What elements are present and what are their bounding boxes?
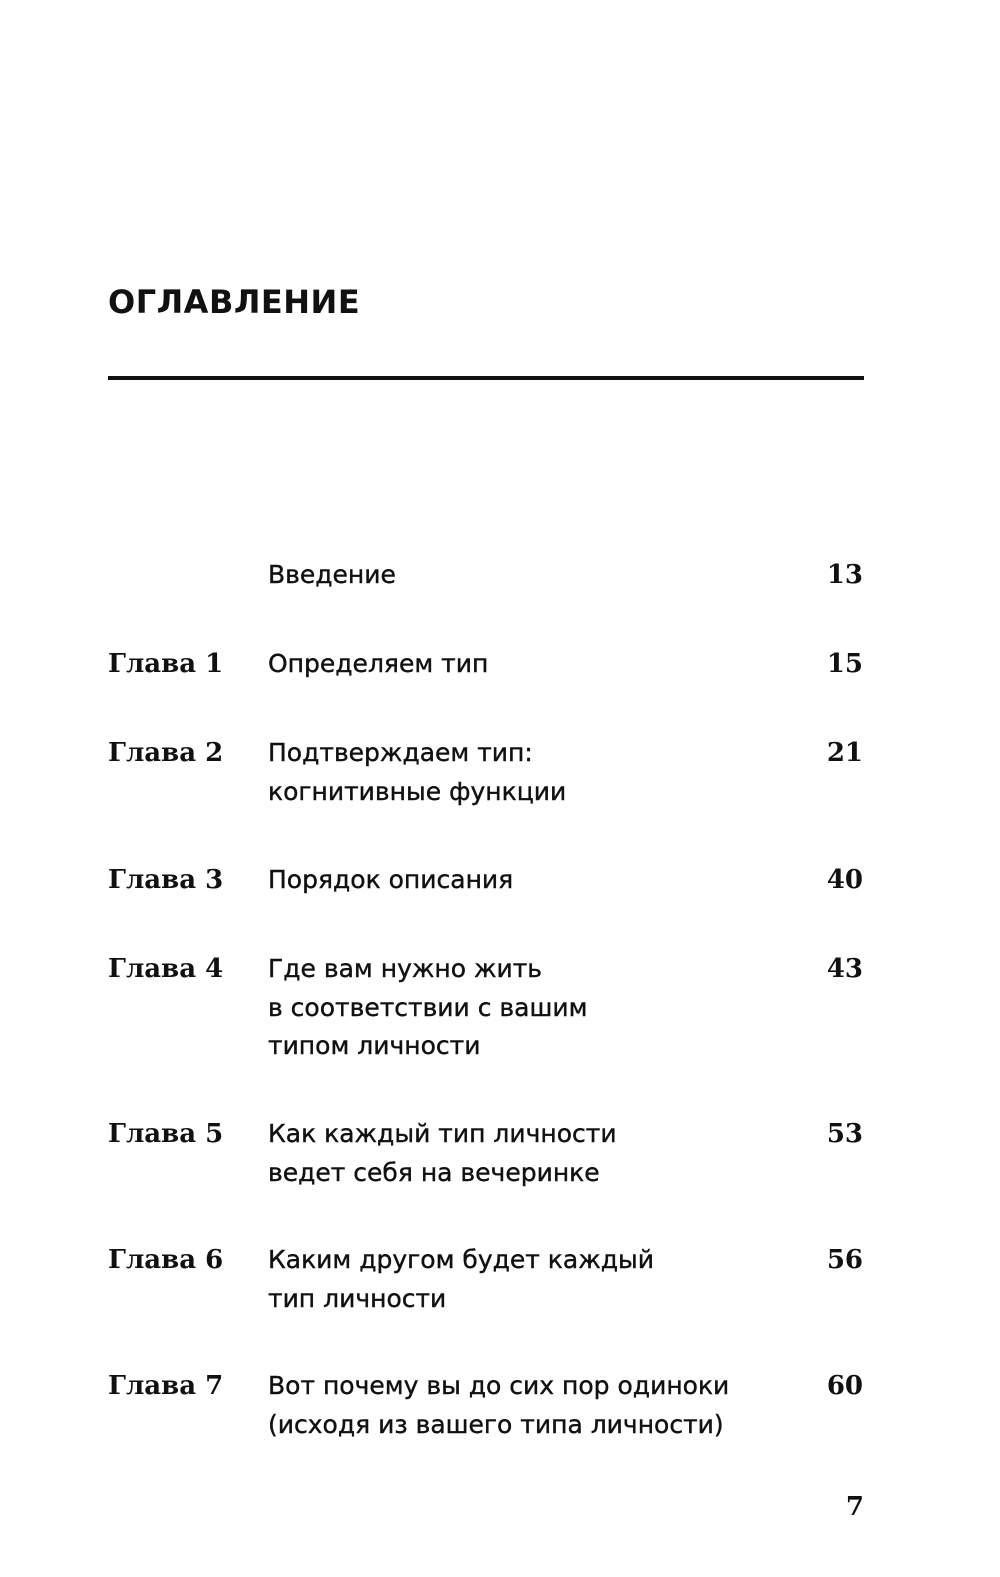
toc-title-line: Вот почему вы до сих пор одиноки bbox=[268, 1371, 730, 1400]
toc-entry-title bbox=[268, 1241, 788, 1318]
toc-page-number: 15 bbox=[826, 649, 863, 679]
toc-title-line: Где вам нужно жить bbox=[268, 954, 543, 983]
toc-title-line: Как каждый тип личности bbox=[268, 1119, 617, 1148]
page-title: ОГЛАВЛЕНИЕ bbox=[108, 283, 361, 321]
toc-title-line: в соответствии с вашим bbox=[268, 992, 588, 1022]
toc-page-number: 21 bbox=[826, 738, 863, 768]
toc-entry-title bbox=[268, 861, 788, 900]
toc-entry-title bbox=[268, 950, 788, 1066]
toc-chapter-label: Глава 5 bbox=[108, 1119, 224, 1149]
toc-chapter-label: Глава 1 bbox=[108, 649, 224, 679]
toc-title-line: Каким другом будет каждый bbox=[268, 1245, 655, 1274]
page-folio-number: 7 bbox=[845, 1492, 864, 1522]
toc-chapter-label: Глава 2 bbox=[108, 738, 224, 768]
toc-title-line: ведет себя на вечеринке bbox=[268, 1157, 600, 1187]
toc-page-number: 53 bbox=[826, 1119, 863, 1149]
toc-title-line: Введение bbox=[268, 560, 396, 589]
toc-page-number: 13 bbox=[826, 560, 863, 590]
toc-entry-title bbox=[268, 645, 788, 684]
toc-page-number: 40 bbox=[826, 865, 863, 895]
toc-title-line: типом личности bbox=[268, 1031, 481, 1060]
toc-page-number: 60 bbox=[826, 1371, 863, 1401]
toc-chapter-label: Глава 7 bbox=[108, 1371, 224, 1401]
toc-entry-title bbox=[268, 556, 788, 595]
toc-entry-title bbox=[268, 1115, 788, 1192]
title-divider bbox=[108, 376, 864, 380]
toc-entry-title bbox=[268, 734, 788, 811]
toc-title-line: тип личности bbox=[268, 1283, 447, 1313]
toc-chapter-label: Глава 6 bbox=[108, 1245, 224, 1275]
toc-title-line: Порядок описания bbox=[268, 865, 514, 894]
toc-page-number: 56 bbox=[826, 1245, 863, 1275]
toc-entry-title bbox=[268, 1367, 788, 1444]
toc-title-line: Определяем тип bbox=[268, 649, 489, 678]
toc-page-number: 43 bbox=[826, 954, 863, 984]
toc-title-line: когнитивные функции bbox=[268, 776, 567, 806]
toc-chapter-label: Глава 4 bbox=[108, 954, 224, 984]
toc-title-line: (исходя из вашего типа личности) bbox=[268, 1409, 724, 1439]
toc-title-line: Подтверждаем тип: bbox=[268, 738, 533, 767]
toc-chapter-label: Глава 3 bbox=[108, 865, 224, 895]
